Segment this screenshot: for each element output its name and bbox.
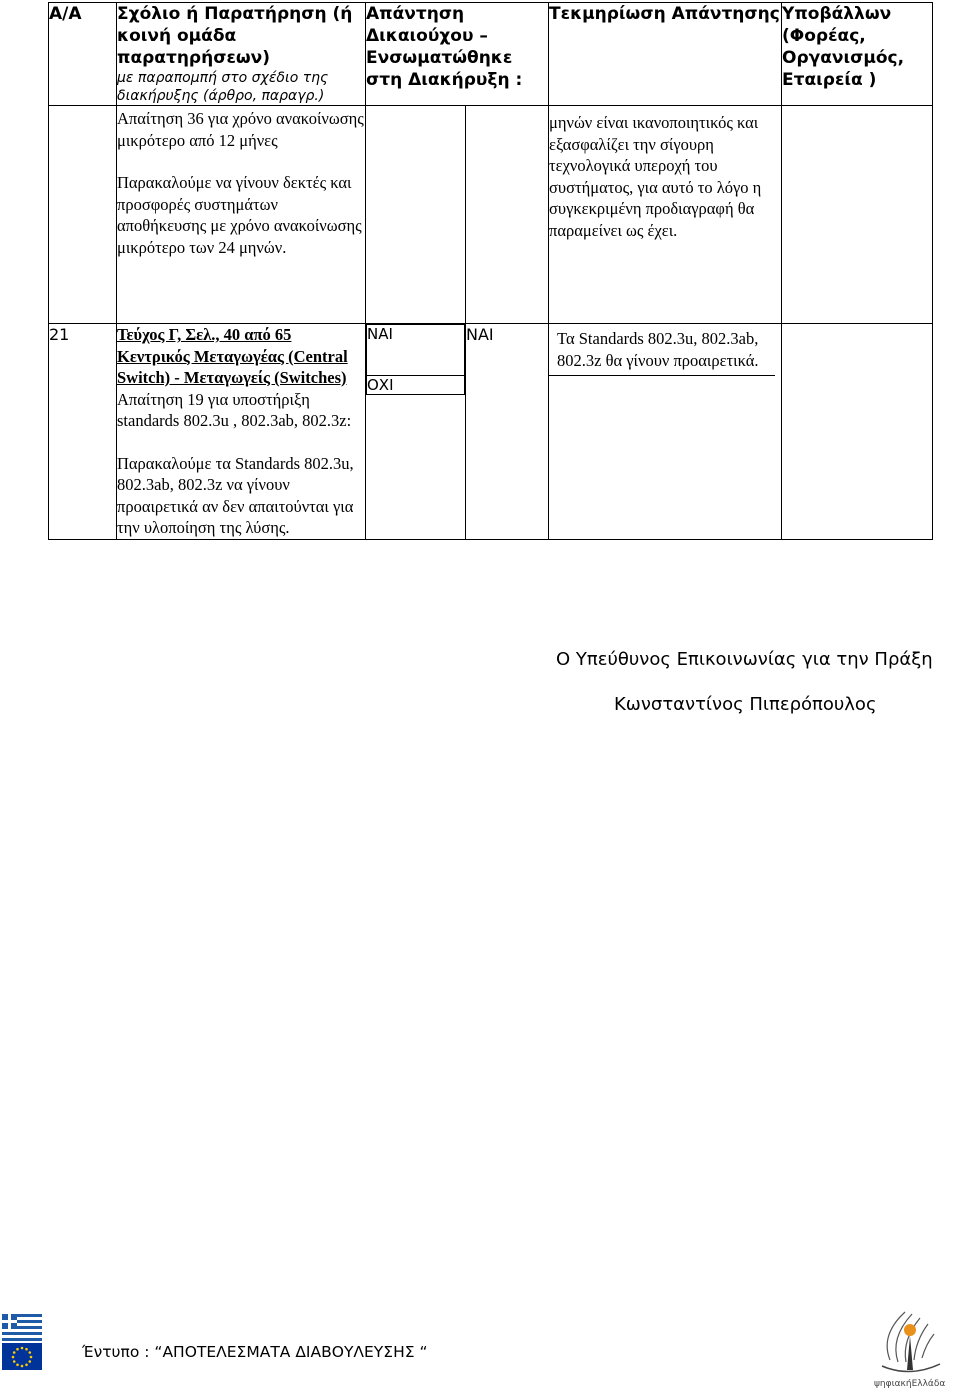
option-no: ΟΧΙ [367,376,465,395]
row2-justification: Τα Standards 802.3u, 802.3ab, 802.3z θα γίνουν προαιρετικά. [549,324,775,376]
row1-comment-requirement: Απαίτηση 36 για χρόνο ανακοίνωσης μικρότερο από 12 μήνες [117,109,364,150]
row2-submitter [782,324,933,540]
row2-answer: ΝΑΙ [466,324,549,540]
row1-submitter [782,106,933,324]
eu-flag-icon [2,1343,42,1370]
table-row [49,106,933,324]
row2-answer-options [366,324,466,540]
header-comment-title: Σχόλιο ή Παρατήρηση (ή κοινή ομάδα παρατηρήσεων) [117,4,353,68]
header-row [49,3,933,106]
header-aa: Α/Α [49,3,117,106]
row1-comment [117,106,366,324]
row1-answer-options [366,106,466,324]
row2-requirement: Απαίτηση 19 για υποστήριξη standards 802.3u , 802.3ab, 802.3z: [117,389,352,430]
row2-aa: 21 [49,324,117,540]
row1-comment-request: Παρακαλούμε να γίνουν δεκτές και προσφορές συστημάτων αποθήκευσης με χρόνο ανακοίνωσης μικρότερο των 24 μηνών. [117,173,362,257]
logo-text: ψηφιακήΕλλάδα [874,1379,946,1389]
signature-role: Ο Υπεύθυνος Επικοινωνίας για την Πράξη [556,649,933,670]
row2-reference-section: Κεντρικός Μεταγωγέας (Central Switch) - Μεταγωγείς (Switches) [117,346,348,387]
header-comment-subtitle: με παραπομπή στο σχέδιο της διακήρυξης (άρθρο, παραγρ.) [117,70,329,104]
header-justification: Τεκμηρίωση Απάντησης [549,3,782,106]
row1-answer [466,106,549,324]
table-row [49,324,933,540]
row1-aa [49,106,117,324]
row2-request: Παρακαλούμε τα Standards 802.3u, 802.3ab, 802.3z να γίνουν προαιρετικά αν δεν απαιτούνται για την υλοποίηση της λύσης. [117,453,354,537]
footer-form-title: Έντυπο : “ΑΠΟΤΕΛΕΣΜΑΤΑ ΔΙΑΒΟΥΛΕΥΣΗΣ “ [82,1343,428,1361]
answer-options-grid [366,324,465,395]
signature-name: Κωνσταντίνος Πιπερόπουλος [614,694,877,715]
row1-justification: μηνών είναι ικανοποιητικός και εξασφαλίζει την σίγουρη τεχνολογικά υπεροχή του συστήματος, για αυτό το λόγο η συγκεκριμένη προδιαγραφή θα παραμείνει ως έχει. [549,106,782,324]
header-submitter: Υποβάλλων (Φορέας, Οργανισμός, Εταιρεία ) [782,3,933,106]
greek-eu-flags-icon [2,1314,42,1370]
option-yes: ΝΑΙ [367,325,465,376]
row2-comment [117,324,366,540]
header-comment [117,3,366,106]
consultation-results-table [48,2,933,540]
row2-reference-page: Τεύχος Γ, Σελ., 40 από 65 [117,325,292,344]
header-answer: Απάντηση Δικαιούχου – Ενσωματώθηκε στη Διακήρυξη : [366,3,549,106]
row2-justification-cell [549,324,782,540]
greek-flag-icon [2,1314,42,1341]
digital-greece-logo-icon [860,1300,960,1389]
